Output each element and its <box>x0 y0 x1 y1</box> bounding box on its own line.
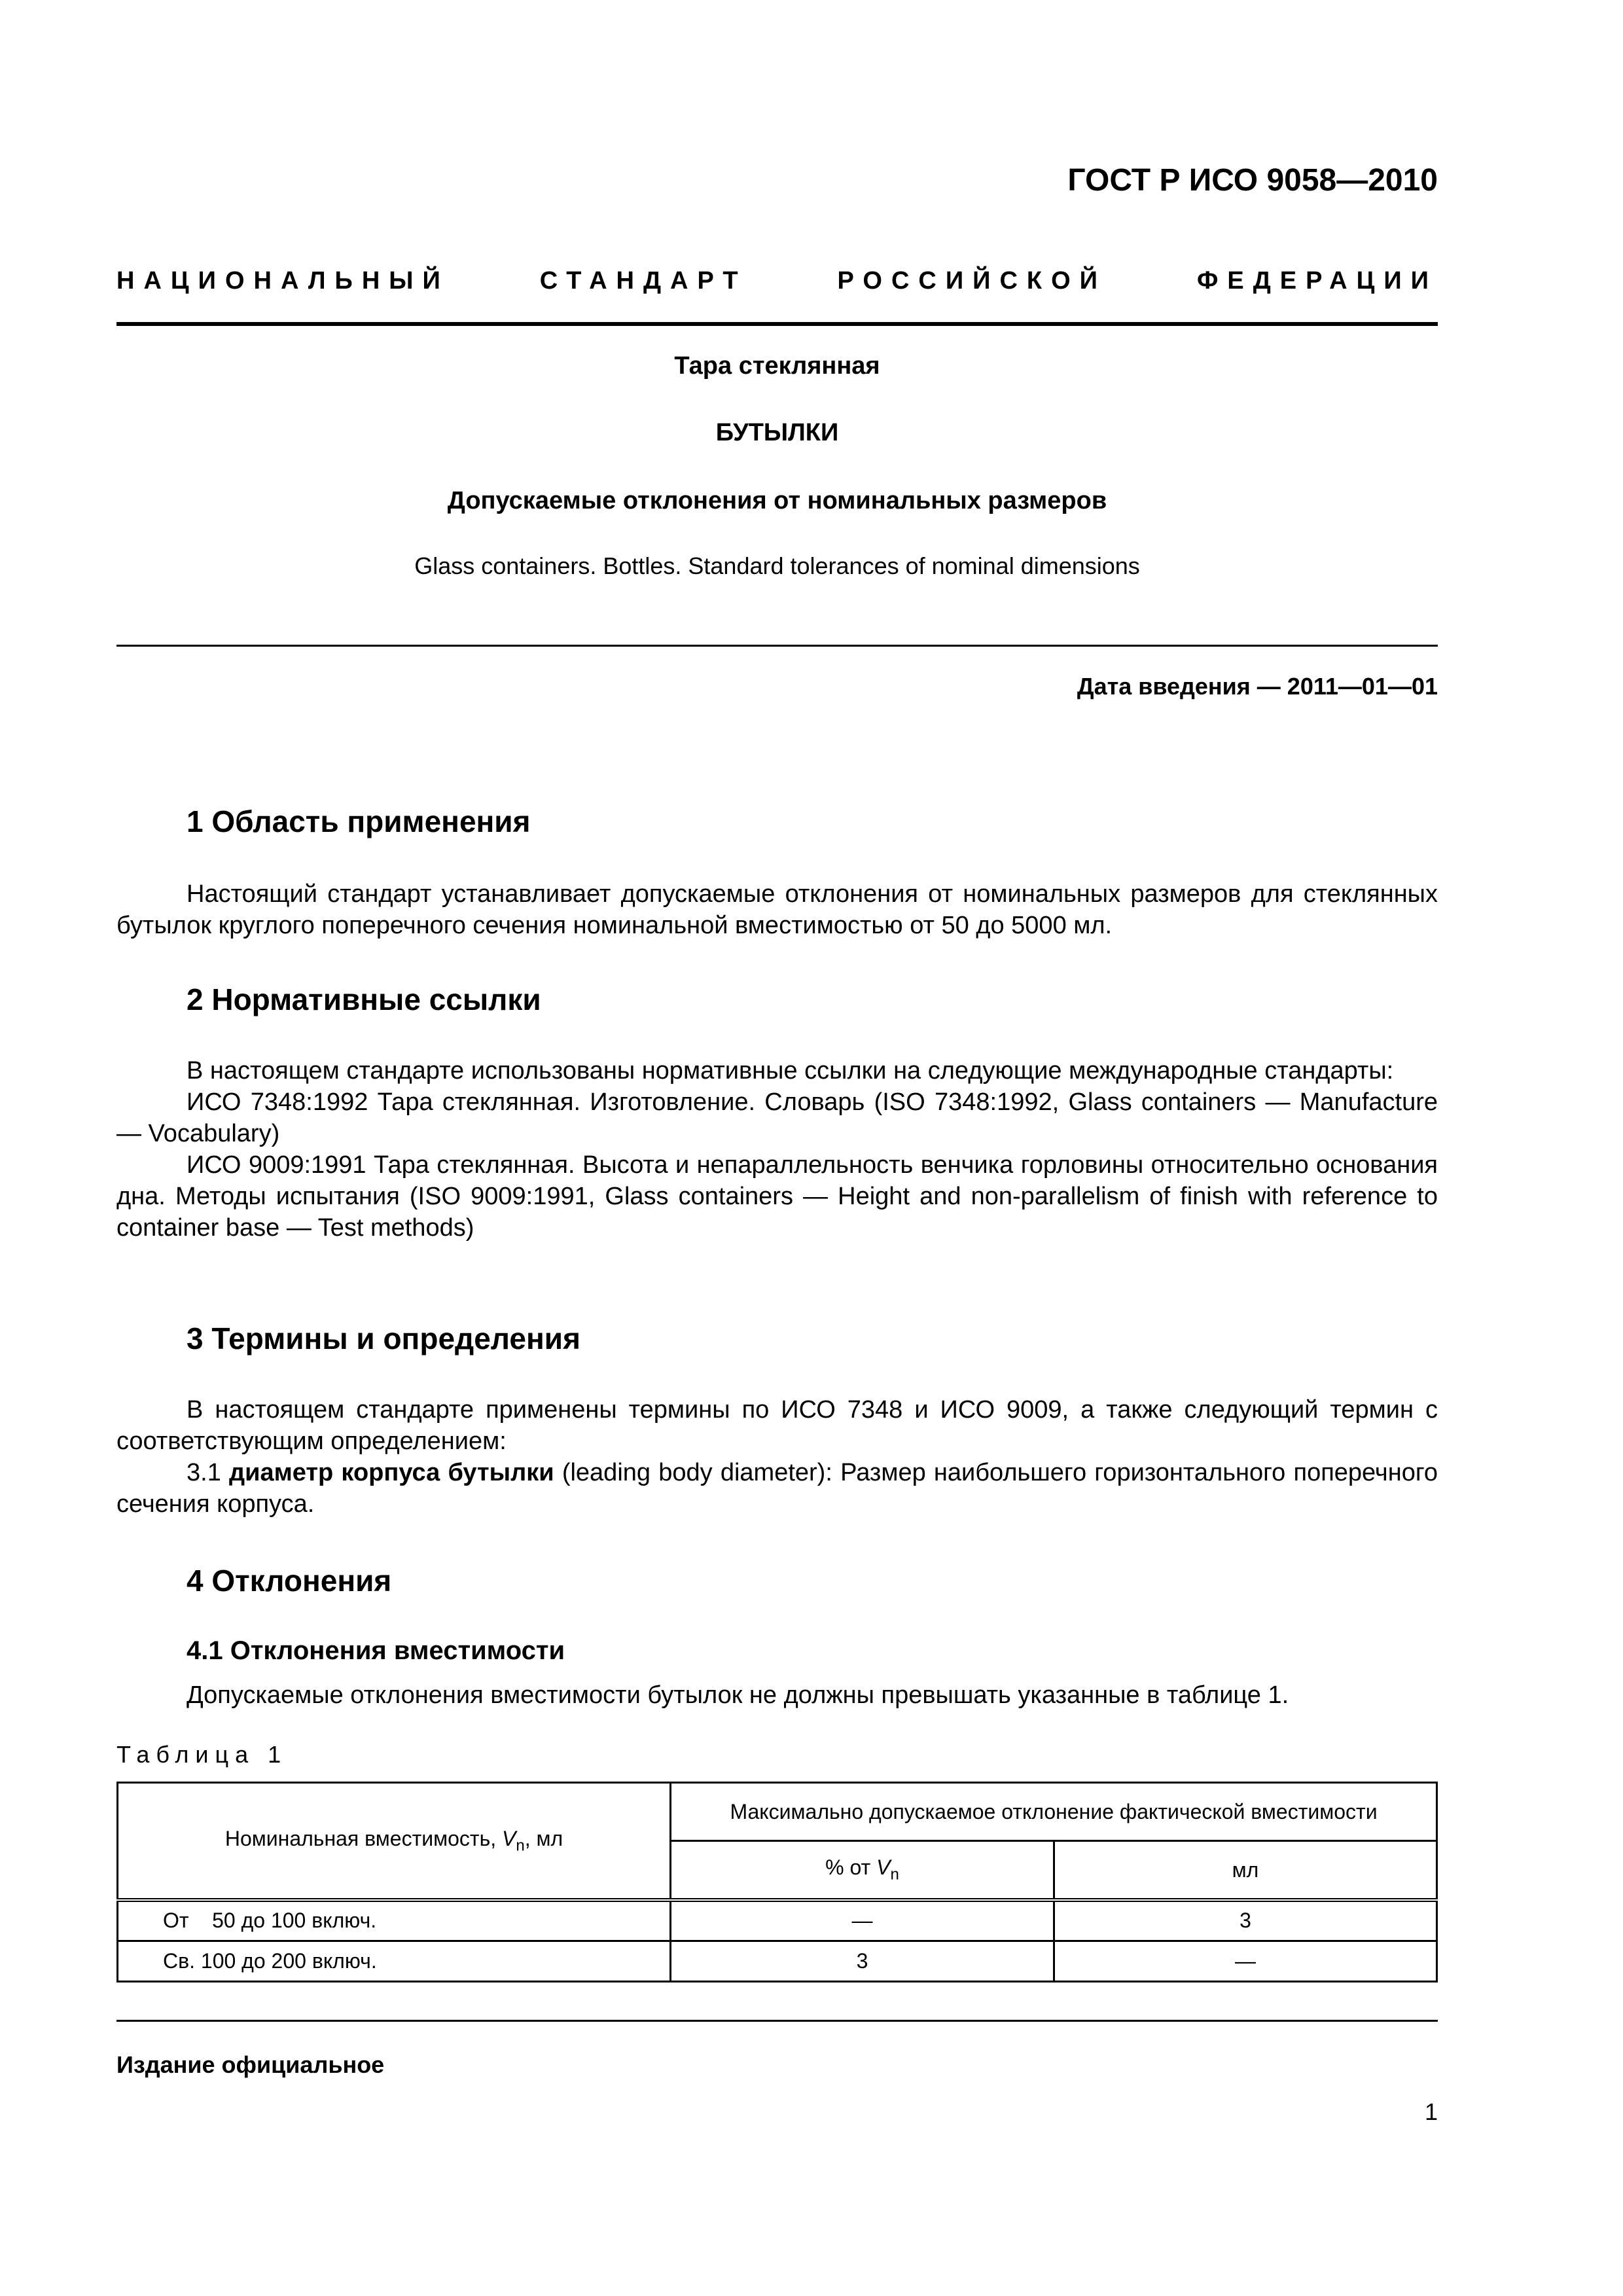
header-percent <box>671 1841 1054 1901</box>
banner-word: НАЦИОНАЛЬНЫЙ <box>116 267 450 295</box>
header-text: Номинальная вместимость, <box>224 1826 503 1850</box>
header-nominal-capacity <box>118 1783 671 1901</box>
cell-range: Св. 100 до 200 включ. <box>118 1941 671 1981</box>
table-row <box>118 1941 1437 1981</box>
official-edition-label: Издание официальное <box>116 2051 385 2078</box>
paragraph: Настоящий стандарт устанавливает допускаемые отклонения от номинальных размеров для стеклянных бутылок круглого поперечного сечения номинальной вместимостью от 50 до 5000 мл. <box>116 880 1438 939</box>
banner-word: ФЕДЕРАЦИИ <box>1196 267 1438 295</box>
page-number: 1 <box>1424 2098 1438 2125</box>
section-2-body <box>116 1055 1438 1244</box>
cell-percent: — <box>671 1900 1054 1941</box>
document-designation: ГОСТ Р ИСО 9058—2010 <box>1067 163 1438 198</box>
definition-text: (leading body diameter): Размер наибольшего горизонтального поперечного сечения корпуса. <box>116 1459 1438 1518</box>
capacity-tolerance-table <box>116 1782 1438 1982</box>
definition-paragraph <box>116 1457 1438 1520</box>
paragraph: В настоящем стандарте применены термины по ИСО 7348 и ИСО 9009, а также следующий термин с соответствующим определением: <box>116 1396 1438 1455</box>
paragraph: Допускаемые отклонения вместимости бутылок не должны превышать указанные в таблице 1. <box>187 1681 1289 1709</box>
title-rule <box>116 645 1438 647</box>
banner-word: РОССИЙСКОЙ <box>837 267 1107 295</box>
national-standard-banner <box>116 267 1438 295</box>
cell-ml: 3 <box>1054 1900 1437 1941</box>
title-line-2: БУТЫЛКИ <box>715 419 839 446</box>
cell-percent: 3 <box>671 1941 1054 1981</box>
title-line-3: Допускаемые отклонения от номинальных размеров <box>447 487 1107 514</box>
header-ml: мл <box>1054 1841 1437 1901</box>
header-rule <box>116 322 1438 326</box>
variable-subscript: n <box>516 1837 525 1855</box>
definition-term: диаметр корпуса бутылки <box>229 1459 554 1486</box>
section-1-heading: 1 Область применения <box>187 804 531 838</box>
section-4-heading: 4 Отклонения <box>187 1564 392 1598</box>
section-3-heading: 3 Термины и определения <box>187 1321 580 1355</box>
section-2-heading: 2 Нормативные ссылки <box>187 982 541 1016</box>
title-line-1: Тара стеклянная <box>674 352 880 380</box>
definition-number: 3.1 <box>187 1459 230 1486</box>
paragraph: В настоящем стандарте использованы нормативные ссылки на следующие международные стандарты: <box>187 1057 1394 1085</box>
footer-rule <box>116 2020 1438 2022</box>
cell-ml: — <box>1054 1941 1437 1981</box>
header-unit: , мл <box>524 1826 563 1850</box>
paragraph: ИСО 7348:1992 Тара стеклянная. Изготовление. Словарь (ISO 7348:1992, Glass containers — Manufacture — Vocabulary) <box>116 1088 1438 1147</box>
section-3-body <box>116 1394 1438 1520</box>
table-header-row <box>118 1783 1437 1841</box>
english-title: Glass containers. Bottles. Standard tolerances of nominal dimensions <box>414 552 1140 579</box>
variable-symbol: V <box>502 1826 516 1850</box>
table-label: Таблица 1 <box>116 1741 288 1768</box>
variable-subscript: n <box>890 1865 899 1884</box>
variable-symbol: V <box>876 1856 891 1880</box>
cell-range: От 50 до 100 включ. <box>118 1900 671 1941</box>
paragraph: ИСО 9009:1991 Тара стеклянная. Высота и непараллельность венчика горловины относительно основания дна. Методы испытания (ISO 9009:1991, Glass containers — Height and non-parallelism of finish with reference to container base — Test methods) <box>116 1151 1438 1242</box>
banner-word: СТАНДАРТ <box>539 267 747 295</box>
table-row <box>118 1900 1437 1941</box>
subsection-4-1-body <box>116 1679 1438 1711</box>
header-text: % от <box>825 1856 877 1880</box>
subsection-4-1-heading: 4.1 Отклонения вместимости <box>187 1636 565 1665</box>
header-max-deviation: Максимально допускаемое отклонение фактической вместимости <box>671 1783 1437 1841</box>
introduction-date: Дата введения — 2011—01—01 <box>1077 673 1438 700</box>
section-1-body <box>116 878 1438 941</box>
